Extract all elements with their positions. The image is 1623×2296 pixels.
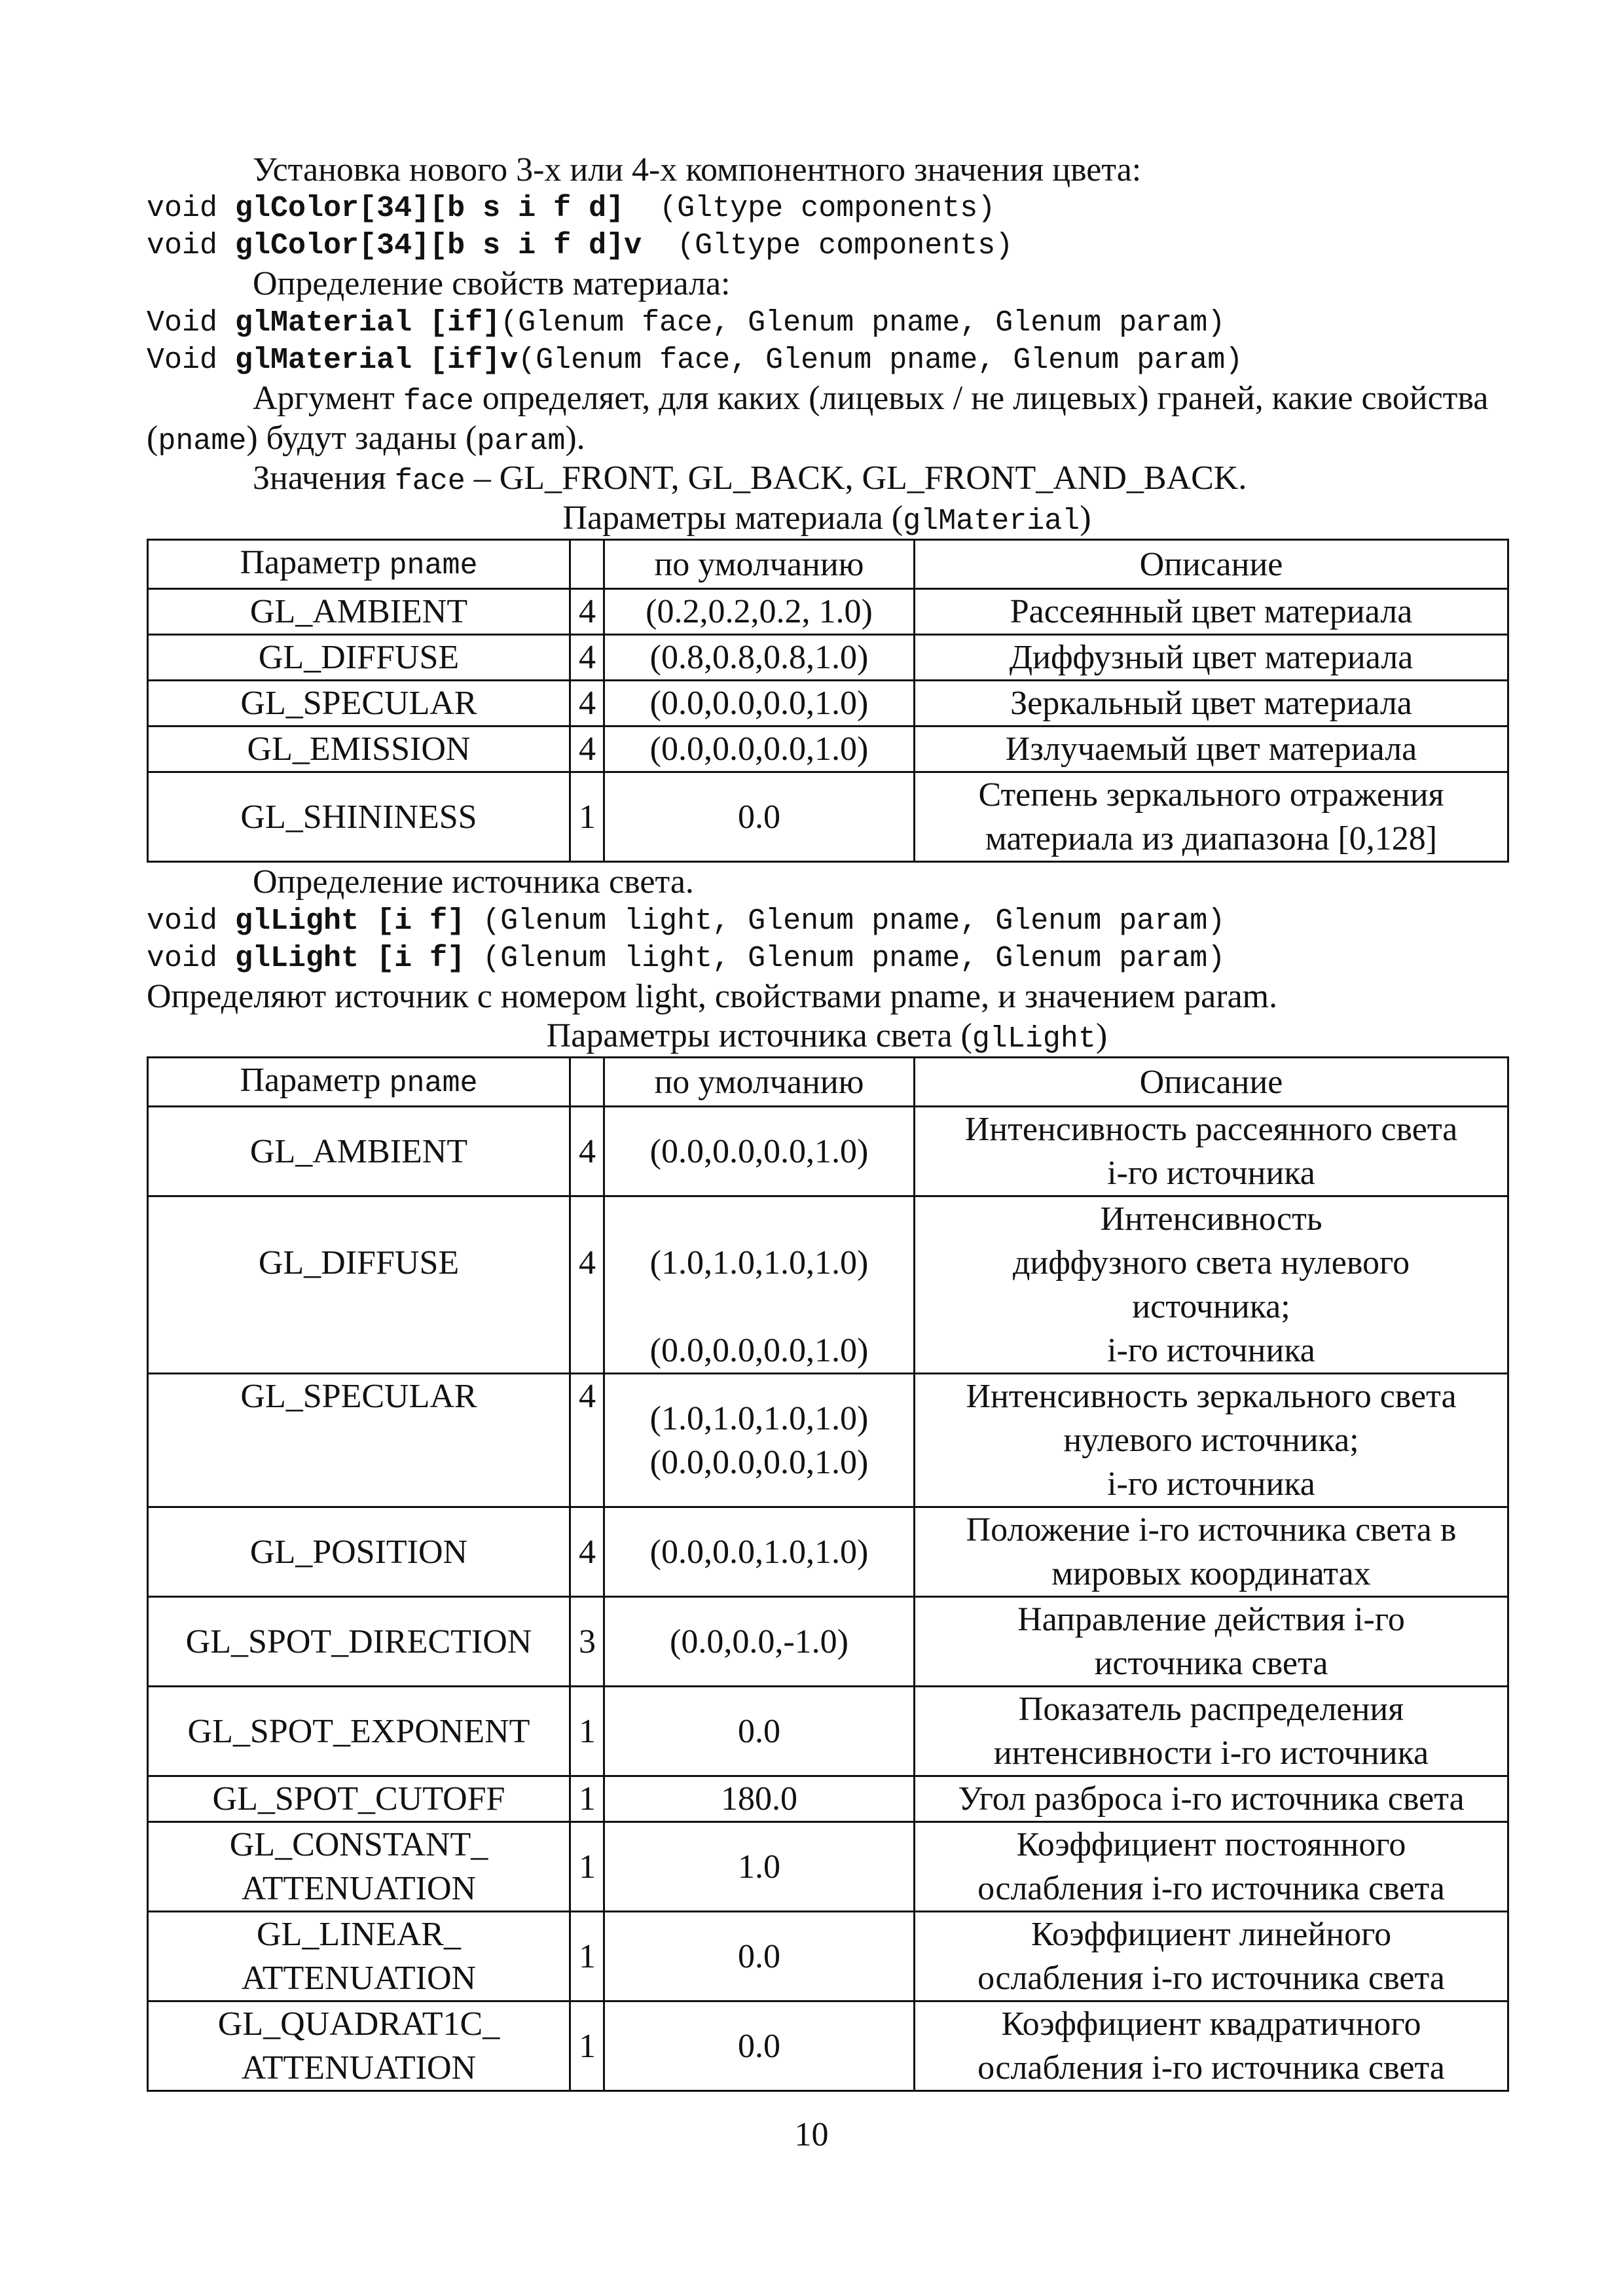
desc-line: нулевого источника; — [1063, 1422, 1359, 1460]
desc-line: Степень зеркального отражения — [978, 776, 1444, 814]
text-run: ) — [1095, 1017, 1108, 1054]
table-row — [148, 1776, 1508, 1822]
table-row — [148, 726, 1508, 772]
header-param — [148, 1058, 570, 1107]
param-cell: GL_DIFFUSE — [148, 635, 570, 681]
desc-line: i-го источника — [1107, 1332, 1315, 1370]
desc-cell — [915, 1687, 1508, 1776]
desc-line: Коэффициент постоянного — [1016, 1826, 1406, 1864]
default-cell: (0.0,0.0,0.0,1.0) — [604, 726, 915, 772]
text-run: Параметр — [240, 544, 390, 582]
function-name: glMaterial [if] — [235, 306, 501, 340]
code-params: (Gltype components) — [624, 192, 996, 226]
gl-color-v-signature — [147, 227, 1507, 264]
table-row — [148, 1912, 1508, 2001]
text-run: ) будут заданы ( — [246, 419, 477, 457]
count-cell: 4 — [570, 589, 604, 635]
default-cell: 0.0 — [604, 772, 915, 862]
gl-color-signature — [147, 190, 1507, 227]
code-run: pname — [158, 424, 247, 458]
light-define: Определяют источник с номером light, свойствами pname, и значением param. — [147, 977, 1278, 1015]
text-run: определяет, для каких (лицевых / не лицевых) граней, какие свойства ( — [147, 379, 1489, 457]
default-cell: (0.0,0.0,0.0,1.0) — [604, 681, 915, 726]
gl-material-signature — [147, 304, 1507, 342]
text-run: Параметр — [240, 1062, 390, 1100]
count-cell: 4 — [570, 681, 604, 726]
param-cell: GL_EMISSION — [148, 726, 570, 772]
header-default: по умолчанию — [604, 540, 915, 589]
desc-line: интенсивности i-го источника — [993, 1734, 1429, 1772]
count-cell: 1 — [570, 772, 604, 862]
param-cell — [148, 1196, 570, 1374]
param-line: GL_LINEAR_ — [257, 1916, 461, 1954]
table-row — [148, 1507, 1508, 1597]
light-table-caption — [147, 1016, 1507, 1056]
material-table-caption — [147, 499, 1507, 539]
header-count — [570, 1058, 604, 1107]
desc-line: Интенсивность рассеянного света — [964, 1111, 1458, 1149]
function-name: glLight [i f] — [235, 941, 465, 975]
code-keyword: void — [147, 941, 236, 975]
table-row — [148, 635, 1508, 681]
gl-light-signature — [147, 903, 1507, 940]
light-params-table — [147, 1056, 1509, 2092]
count-cell: 4 — [570, 1107, 604, 1196]
count-cell: 3 — [570, 1597, 604, 1687]
default-cell: (0.0,0.0,1.0,1.0) — [604, 1507, 915, 1597]
desc-cell — [915, 772, 1508, 862]
page-number: 10 — [794, 2116, 829, 2153]
function-name: glLight [i f] — [235, 904, 465, 938]
function-name: glColor[34][b s i f d]v — [235, 229, 642, 263]
default-cell: 0.0 — [604, 2001, 915, 2091]
default-cell: 0.0 — [604, 1687, 915, 1776]
desc-line: источника света — [1094, 1645, 1328, 1683]
color-intro: Установка нового 3-х или 4-х компонентного значения цвета: — [253, 151, 1142, 188]
param-cell — [148, 1374, 570, 1507]
default-cell: (0.0,0.0,0.0,1.0) — [604, 1107, 915, 1196]
material-intro: Определение свойств материала: — [253, 265, 731, 303]
table-header-row — [148, 1058, 1508, 1107]
desc-line: Направление действия i-го — [1017, 1601, 1405, 1639]
param-cell: GL_AMBIENT — [148, 589, 570, 635]
desc-cell — [915, 2001, 1508, 2091]
count-label: 4 — [579, 1378, 596, 1416]
header-param — [148, 540, 570, 589]
desc-line: Положение i-го источника света в — [966, 1511, 1457, 1549]
param-cell — [148, 1912, 570, 2001]
default-line: (0.0,0.0,0.0,1.0) — [649, 1443, 869, 1481]
code-keyword: void — [147, 229, 236, 263]
desc-cell: Диффузный цвет материала — [915, 635, 1508, 681]
code-params: (Glenum face, Glenum pname, Glenum param) — [518, 343, 1243, 377]
table-row — [148, 1822, 1508, 1912]
param-cell: GL_SPECULAR — [148, 681, 570, 726]
code-run: face — [394, 465, 465, 498]
table-header-row — [148, 540, 1508, 589]
default-line: (1.0,1.0,1.0,1.0) — [649, 1399, 869, 1437]
desc-cell: Излучаемый цвет материала — [915, 726, 1508, 772]
param-line: GL_QUADRAT1C_ — [217, 2005, 500, 2043]
default-cell — [604, 1196, 915, 1374]
page-content — [147, 151, 1507, 2092]
default-line: (0.0,0.0,0.0,1.0) — [649, 1332, 869, 1370]
default-cell: (0.0,0.0,-1.0) — [604, 1597, 915, 1687]
table-row — [148, 589, 1508, 635]
gl-light-signature-2 — [147, 940, 1507, 977]
face-values — [147, 459, 1507, 499]
desc-line: ослабления i-го источника света — [977, 1870, 1445, 1908]
code-run: param — [477, 424, 566, 458]
code-keyword: Void — [147, 343, 236, 377]
code-params: (Glenum face, Glenum pname, Glenum param) — [500, 306, 1226, 340]
param-label: GL_DIFFUSE — [258, 1244, 460, 1282]
desc-cell — [915, 1107, 1508, 1196]
count-cell: 4 — [570, 726, 604, 772]
header-default: по умолчанию — [604, 1058, 915, 1107]
code-run: glMaterial — [903, 505, 1080, 539]
param-cell: GL_AMBIENT — [148, 1107, 570, 1196]
default-cell: (0.2,0.2,0.2, 1.0) — [604, 589, 915, 635]
table-row — [148, 1687, 1508, 1776]
default-cell: 1.0 — [604, 1822, 915, 1912]
desc-line: ослабления i-го источника света — [977, 1960, 1445, 1998]
param-cell: GL_SPOT_EXPONENT — [148, 1687, 570, 1776]
table-row — [148, 1597, 1508, 1687]
table-row — [148, 1107, 1508, 1196]
text-run: ) — [1080, 499, 1091, 537]
table-row — [148, 1374, 1508, 1507]
code-keyword: void — [147, 192, 236, 226]
code-params: (Glenum light, Glenum pname, Glenum param) — [465, 941, 1226, 975]
desc-cell — [915, 1912, 1508, 2001]
desc-cell — [915, 1507, 1508, 1597]
desc-cell — [915, 1374, 1508, 1507]
desc-cell — [915, 1196, 1508, 1374]
text-run: – GL_FRONT, GL_BACK, GL_FRONT_AND_BACK. — [465, 459, 1247, 497]
count-cell: 4 — [570, 635, 604, 681]
desc-cell — [915, 1597, 1508, 1687]
function-name: glMaterial [if]v — [235, 343, 519, 377]
code-keyword: void — [147, 904, 236, 938]
table-row — [148, 772, 1508, 862]
param-cell: GL_POSITION — [148, 1507, 570, 1597]
text-run: ). — [565, 419, 585, 457]
param-line: ATTENUATION — [241, 1870, 477, 1908]
text-run: Параметры материала ( — [562, 499, 903, 537]
desc-line: Показатель распределения — [1018, 1691, 1404, 1729]
code-run: face — [403, 384, 474, 418]
default-cell: 0.0 — [604, 1912, 915, 2001]
desc-line: мировых координатах — [1051, 1555, 1371, 1593]
param-cell — [148, 1822, 570, 1912]
function-name: glColor[34][b s i f d] — [235, 192, 625, 226]
material-params-table — [147, 539, 1509, 863]
desc-line: материала из диапазона [0,128] — [985, 820, 1438, 858]
text-run: Значения — [253, 459, 395, 497]
text-run: Параметры источника света ( — [546, 1017, 972, 1054]
header-count — [570, 540, 604, 589]
param-cell: GL_SPOT_DIRECTION — [148, 1597, 570, 1687]
table-row — [148, 1196, 1508, 1374]
code-run: pname — [389, 549, 478, 583]
desc-cell: Угол разброса i-го источника света — [915, 1776, 1508, 1822]
desc-line: источника; — [1132, 1288, 1290, 1326]
param-line: ATTENUATION — [241, 2049, 477, 2087]
code-params: (Glenum light, Glenum pname, Glenum param) — [465, 904, 1226, 938]
param-label: GL_SPECULAR — [240, 1378, 477, 1416]
desc-line: Интенсивность зеркального света — [966, 1378, 1457, 1416]
code-run: pname — [389, 1067, 478, 1101]
code-params: (Gltype components) — [642, 229, 1013, 263]
count-cell: 4 — [570, 1507, 604, 1597]
text-run: Аргумент — [253, 379, 403, 417]
desc-line: Коэффициент квадратичного — [1001, 2005, 1421, 2043]
count-label: 4 — [579, 1244, 596, 1282]
table-row — [148, 681, 1508, 726]
param-line: ATTENUATION — [241, 1960, 477, 1998]
param-cell: GL_SHININESS — [148, 772, 570, 862]
count-cell: 1 — [570, 2001, 604, 2091]
header-desc: Описание — [915, 1058, 1508, 1107]
desc-line: i-го источника — [1107, 1155, 1315, 1193]
desc-cell: Рассеянный цвет материала — [915, 589, 1508, 635]
light-intro: Определение источника света. — [253, 863, 694, 901]
gl-material-v-signature — [147, 342, 1507, 379]
desc-line: i-го источника — [1107, 1465, 1315, 1503]
param-cell: GL_SPOT_CUTOFF — [148, 1776, 570, 1822]
desc-line: Коэффициент линейного — [1030, 1916, 1392, 1954]
desc-cell — [915, 1822, 1508, 1912]
count-cell: 1 — [570, 1687, 604, 1776]
count-cell: 1 — [570, 1822, 604, 1912]
param-line: GL_CONSTANT_ — [229, 1826, 488, 1864]
desc-line: диффузного света нулевого — [1012, 1244, 1410, 1282]
count-cell — [570, 1196, 604, 1374]
default-cell: (0.8,0.8,0.8,1.0) — [604, 635, 915, 681]
code-keyword: Void — [147, 306, 236, 340]
header-desc: Описание — [915, 540, 1508, 589]
count-cell: 1 — [570, 1912, 604, 2001]
count-cell — [570, 1374, 604, 1507]
desc-cell: Зеркальный цвет материала — [915, 681, 1508, 726]
default-cell — [604, 1374, 915, 1507]
code-run: glLight — [972, 1022, 1096, 1056]
desc-line: ослабления i-го источника света — [977, 2049, 1445, 2087]
desc-line: Интенсивность — [1100, 1200, 1322, 1238]
table-row — [148, 2001, 1508, 2091]
count-cell: 1 — [570, 1776, 604, 1822]
default-line: (1.0,1.0,1.0,1.0) — [649, 1244, 869, 1282]
default-cell: 180.0 — [604, 1776, 915, 1822]
param-cell — [148, 2001, 570, 2091]
face-paragraph — [147, 379, 1507, 459]
